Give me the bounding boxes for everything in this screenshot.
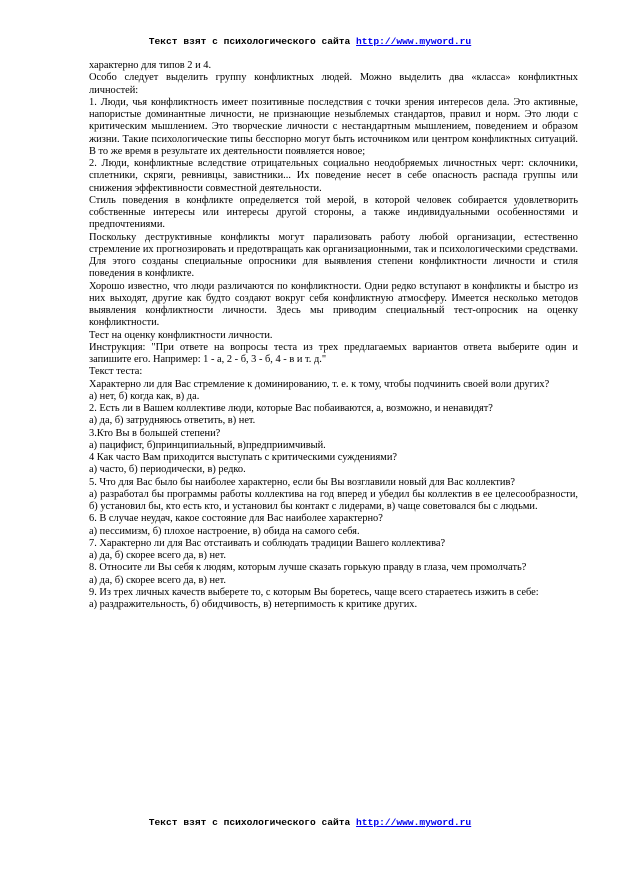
question-2: 2. Есть ли в Вашем коллективе люди, которые Вас побаиваются, а, возможно, и ненавидят? [89, 403, 493, 414]
paragraph: 1. Люди, чья конфликтность имеет позитивные последствия с точки зрения интересов дела. Это активные, напористые доминантные личности, не признающие незыблемых стандартов, правил и норм. Это люди с критическим мышлением. Это творческие личности с нестандартным мышлением, поведением и образом жизни. Такие психологические типы бесспорно могут быть источником или центром конфликтных ситуаций. В то же время в результате их деятельности появляется новое; [89, 96, 578, 157]
answers-7: а) да, б) скорее всего да, в) нет. [89, 550, 227, 561]
paragraph: Особо следует выделить группу конфликтных людей. Можно выделить два «класса» конфликтных личностей: [89, 72, 578, 96]
test-instruction: Инструкция: "При ответе на вопросы теста из трех предлагаемых вариантов ответа выберите один и запишите его. Например: 1 - а, 2 - б, 3 - б, 4 - в и т. д." [89, 341, 578, 365]
question-4: 4 Как часто Вам приходится выступать с критическими суждениями? [89, 452, 398, 463]
answers-2: а) да, б) затрудняюсь ответить, в) нет. [89, 415, 256, 427]
answers-4: а) часто, б) периодически, в) редко. [89, 464, 246, 476]
paragraph: Стиль поведения в конфликте определяется той мерой, в которой человек собирается удовлетворить собственные интересы или интересы другой стороны, а также индивидуальными особенностями и предпочтениями. [89, 194, 578, 231]
header-link[interactable]: http://www.myword.ru [356, 36, 472, 47]
page-header [0, 36, 620, 47]
question-8: 8. Относите ли Вы себя к людям, которым лучше сказать горькую правду в глаза, чем промолчать? [89, 562, 527, 574]
answers-9: а) раздражительность, б) обидчивость, в) нетерпимость к критике других. [89, 599, 418, 610]
header-text: Текст взят с психологического сайта [148, 36, 357, 47]
test-text-label: Текст теста: [89, 366, 143, 378]
answers-8: а) да, б) скорее всего да, в) нет. [89, 574, 227, 586]
answers-6: а) пессимизм, б) плохое настроение, в) обида на самого себя. [89, 525, 360, 537]
paragraph: Поскольку деструктивные конфликты могут парализовать работу любой организации, естественно стремление их прогнозировать и предотвращать как организационными, так и психологическими средствами. Для этого созданы специальные опросники для выявления степени конфликтности личности и стиля поведения в конфликте. [89, 231, 578, 280]
footer-link[interactable]: http://www.myword.ru [356, 817, 472, 828]
paragraph: 2. Люди, конфликтные вследствие отрицательных социально неодобряемых личностных черт: склочники, сплетники, скряги, ревнивцы, завистники... Их поведение несет в себе опасность распада группы или снижения эффективности совместной деятельности. [89, 158, 578, 194]
answers-1: а) нет, б) когда как, в) да. [89, 390, 200, 402]
question-7: 7. Характерно ли для Вас отстаивать и соблюдать традиции Вашего коллектива? [89, 537, 446, 549]
paragraph: характерно для типов 2 и 4. [89, 60, 212, 71]
question-5: 5. Что для Вас было бы наиболее характерно, если бы Вы возглавили новый для Вас коллектив? [89, 476, 515, 488]
footer-text: Текст взят с психологического сайта [148, 817, 357, 828]
paragraph: Хорошо известно, что люди различаются по конфликтности. Одни редко вступают в конфликты и быстро из них выходят, другие как будто создают вокруг себя конфликтную атмосферу. Имеется несколько методов выявления конфликтности личности. Здесь мы приводим специальный тест-опросник на оценку конфликтности. [89, 280, 578, 329]
page-footer [0, 817, 620, 828]
answers-3: а) пацифист, б)принципиальный, в)предприимчивый. [89, 439, 326, 451]
test-title: Тест на оценку конфликтности личности. [89, 329, 273, 341]
question-1: Характерно ли для Вас стремление к доминированию, т. е. к тому, чтобы подчинить своей воли других? [89, 378, 550, 390]
question-9: 9. Из трех личных качеств выберете то, с которым Вы боретесь, чаще всего стараетесь изжить в себе: [89, 586, 539, 598]
question-3: 3.Кто Вы в большей степени? [89, 427, 221, 439]
answers-5: а) разработал бы программы работы коллектива на год вперед и убедил бы коллектив в ее целесообразности, б) установил бы, кто есть кто, и установил бы контакт с лидерами, в) чаще советовался бы с людьми. [89, 488, 578, 512]
question-6: 6. В случае неудач, какое состояние для Вас наиболее характерно? [89, 513, 383, 525]
document-body [89, 60, 578, 611]
